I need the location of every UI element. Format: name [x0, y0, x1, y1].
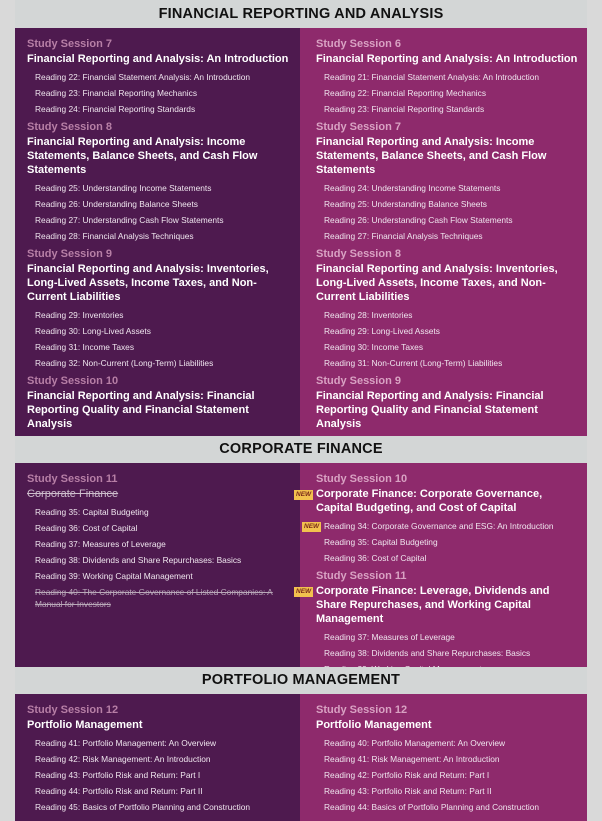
reading-item: Reading 40: Portfolio Management: An Overview	[324, 738, 506, 748]
reading-item: Reading 27: Understanding Cash Flow Statements	[35, 215, 224, 225]
session-label: Study Session 7	[316, 121, 401, 133]
reading-item: Reading 37: Measures of Leverage	[324, 632, 455, 642]
reading-item: Reading 42: Portfolio Risk and Return: Part I	[324, 770, 490, 780]
session-title-text: Corporate Finance: Leverage, Dividends and Share Repurchases, and Working Capital Management	[316, 585, 550, 625]
session-title: Portfolio Management	[316, 719, 432, 731]
reading-item: Reading 29: Long-Lived Assets	[324, 326, 440, 336]
session-label: Study Session 11	[316, 570, 407, 582]
session-title: Financial Reporting and Analysis: Income Statements, Balance Sheets, and Cash Flow Statements	[27, 136, 258, 176]
new-badge: NEW	[304, 523, 320, 530]
session-title: Corporate Finance	[27, 488, 119, 500]
reading-item: Reading 31: Non-Current (Long-Term) Liabilities	[324, 358, 503, 368]
reading-item: Reading 28: Financial Analysis Techniques	[35, 231, 194, 241]
reading-item: Reading 23: Financial Reporting Standards	[324, 104, 485, 114]
session-title	[296, 584, 579, 626]
reading-item: Reading 22: Financial Reporting Mechanics	[324, 88, 487, 98]
reading-item: Reading 39: Working Capital Management	[35, 571, 193, 581]
old-curriculum-panel	[15, 28, 300, 436]
session-label: Study Session 6	[316, 38, 401, 50]
session-label: Study Session 7	[27, 38, 112, 50]
reading-item: Reading 21: Financial Statement Analysis: An Introduction	[324, 72, 540, 82]
reading-item: Reading 36: Cost of Capital	[324, 553, 427, 563]
reading-item: Reading 30: Long-Lived Assets	[35, 326, 151, 336]
reading-item: Reading 44: Basics of Portfolio Planning and Construction	[324, 802, 540, 812]
reading-item: Reading 37: Measures of Leverage	[35, 539, 166, 549]
reading-item: Reading 31: Income Taxes	[35, 342, 135, 352]
reading-item: Reading 38: Dividends and Share Repurchases: Basics	[324, 648, 531, 658]
reading-item: Reading 24: Financial Reporting Standards	[35, 104, 196, 114]
reading-item-removed: Reading 40: The Corporate Governance of Listed Companies: A Manual for Investors	[35, 587, 273, 609]
old-curriculum-panel	[15, 694, 300, 821]
reading-item: Reading 35: Capital Budgeting	[35, 507, 149, 517]
section-header-portfolio-management: PORTFOLIO MANAGEMENT	[15, 667, 587, 694]
session-title	[296, 487, 579, 515]
session-title: Financial Reporting and Analysis: An Introduction	[27, 53, 289, 65]
session-title-text: Corporate Finance: Corporate Governance, Capital Budgeting, and Cost of Capital	[316, 488, 543, 514]
reading-item: Reading 27: Financial Analysis Techniques	[324, 231, 483, 241]
new-curriculum-panel	[300, 28, 587, 436]
session-label: Study Session 8	[316, 248, 401, 260]
section-header-financial-reporting: FINANCIAL REPORTING AND ANALYSIS	[15, 0, 587, 28]
reading-item: Reading 28: Inventories	[324, 310, 413, 320]
session-title: Portfolio Management	[27, 719, 143, 731]
new-badge: NEW	[296, 491, 312, 498]
session-title: Financial Reporting and Analysis: Inventories, Long-Lived Assets, Income Taxes, and Non-Current Liabilities	[316, 263, 558, 303]
reading-text: Reading 34: Corporate Governance and ESG: An Introduction	[324, 521, 554, 531]
reading-item: Reading 30: Income Taxes	[324, 342, 424, 352]
session-title: Financial Reporting and Analysis: Inventories, Long-Lived Assets, Income Taxes, and Non-Current Liabilities	[27, 263, 269, 303]
reading-item: Reading 24: Understanding Income Statements	[324, 183, 501, 193]
reading-item: Reading 42: Risk Management: An Introduction	[35, 754, 211, 764]
session-label: Study Session 10	[27, 375, 119, 387]
reading-item: Reading 23: Financial Reporting Mechanics	[35, 88, 198, 98]
session-title: Financial Reporting and Analysis: Financial Reporting Quality and Financial Statement Analysis	[316, 390, 544, 430]
reading-item: Reading 26: Understanding Cash Flow Statements	[324, 215, 513, 225]
reading-item: Reading 41: Risk Management: An Introduction	[324, 754, 500, 764]
reading-item: Reading 44: Portfolio Risk and Return: Part II	[35, 786, 203, 796]
session-label: Study Session 9	[27, 248, 112, 260]
reading-item: Reading 45: Basics of Portfolio Planning and Construction	[35, 802, 251, 812]
session-title: Financial Reporting and Analysis: Income Statements, Balance Sheets, and Cash Flow Statements	[316, 136, 547, 176]
reading-item: Reading 35: Capital Budgeting	[324, 537, 438, 547]
session-label: Study Session 12	[316, 704, 408, 716]
section-header-corporate-finance: CORPORATE FINANCE	[15, 436, 587, 463]
reading-item: Reading 25: Understanding Balance Sheets	[324, 199, 487, 209]
new-curriculum-panel	[296, 463, 587, 667]
reading-item: Reading 32: Non-Current (Long-Term) Liabilities	[35, 358, 214, 368]
old-curriculum-panel	[15, 463, 300, 667]
session-label: Study Session 9	[316, 375, 401, 387]
reading-item: Reading 26: Understanding Balance Sheets	[35, 199, 198, 209]
reading-item: Reading 43: Portfolio Risk and Return: Part II	[324, 786, 492, 796]
reading-item: Reading 41: Portfolio Management: An Overview	[35, 738, 217, 748]
session-title: Financial Reporting and Analysis: Financial Reporting Quality and Financial Statement Analysis	[27, 390, 255, 430]
new-badge: NEW	[296, 588, 312, 595]
reading-item	[304, 518, 579, 534]
new-curriculum-panel	[300, 694, 587, 821]
reading-item: Reading 43: Portfolio Risk and Return: Part I	[35, 770, 201, 780]
session-label: Study Session 11	[27, 473, 118, 485]
session-label: Study Session 10	[316, 473, 408, 485]
session-label: Study Session 8	[27, 121, 112, 133]
session-title: Financial Reporting and Analysis: An Introduction	[316, 53, 578, 65]
reading-item: Reading 25: Understanding Income Statements	[35, 183, 212, 193]
reading-item: Reading 36: Cost of Capital	[35, 523, 138, 533]
reading-item: Reading 22: Financial Statement Analysis: An Introduction	[35, 72, 251, 82]
reading-item: Reading 38: Dividends and Share Repurchases: Basics	[35, 555, 242, 565]
reading-item: Reading 29: Inventories	[35, 310, 124, 320]
session-label: Study Session 12	[27, 704, 119, 716]
